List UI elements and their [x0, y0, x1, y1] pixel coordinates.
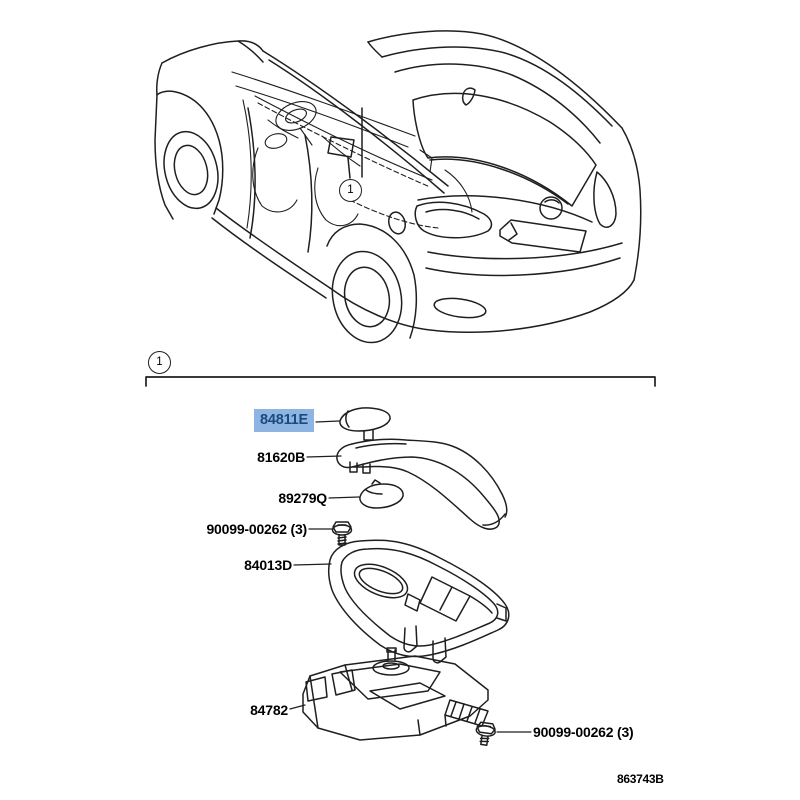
part-89279q-lens-drawing: [360, 480, 403, 508]
part-label-90099-00262-top[interactable]: 90099-00262 (3): [206, 521, 307, 537]
part-label-84811E[interactable]: 84811E: [254, 409, 314, 432]
part-84811e-lens-drawing: [340, 408, 390, 440]
part-81620b-panel-drawing: [337, 439, 507, 529]
section-bracket: [146, 377, 655, 386]
screw-top-drawing: [333, 522, 352, 545]
section-callout-1: 1: [148, 351, 171, 374]
part-label-84013D[interactable]: 84013D: [244, 557, 292, 573]
part-label-90099-00262-bottom[interactable]: 90099-00262 (3): [533, 724, 634, 740]
screw-bottom-drawing: [474, 722, 496, 746]
vehicle-illustration: [155, 31, 641, 349]
part-84782-lamp-assy-drawing: [303, 648, 488, 740]
part-label-89279Q[interactable]: 89279Q: [278, 490, 327, 506]
part-84013d-bezel-drawing: [329, 540, 509, 663]
car-callout-1: 1: [339, 179, 362, 202]
figure-code: 863743B: [617, 772, 664, 786]
part-label-81620B[interactable]: 81620B: [257, 449, 305, 465]
part-label-84782[interactable]: 84782: [250, 702, 288, 718]
